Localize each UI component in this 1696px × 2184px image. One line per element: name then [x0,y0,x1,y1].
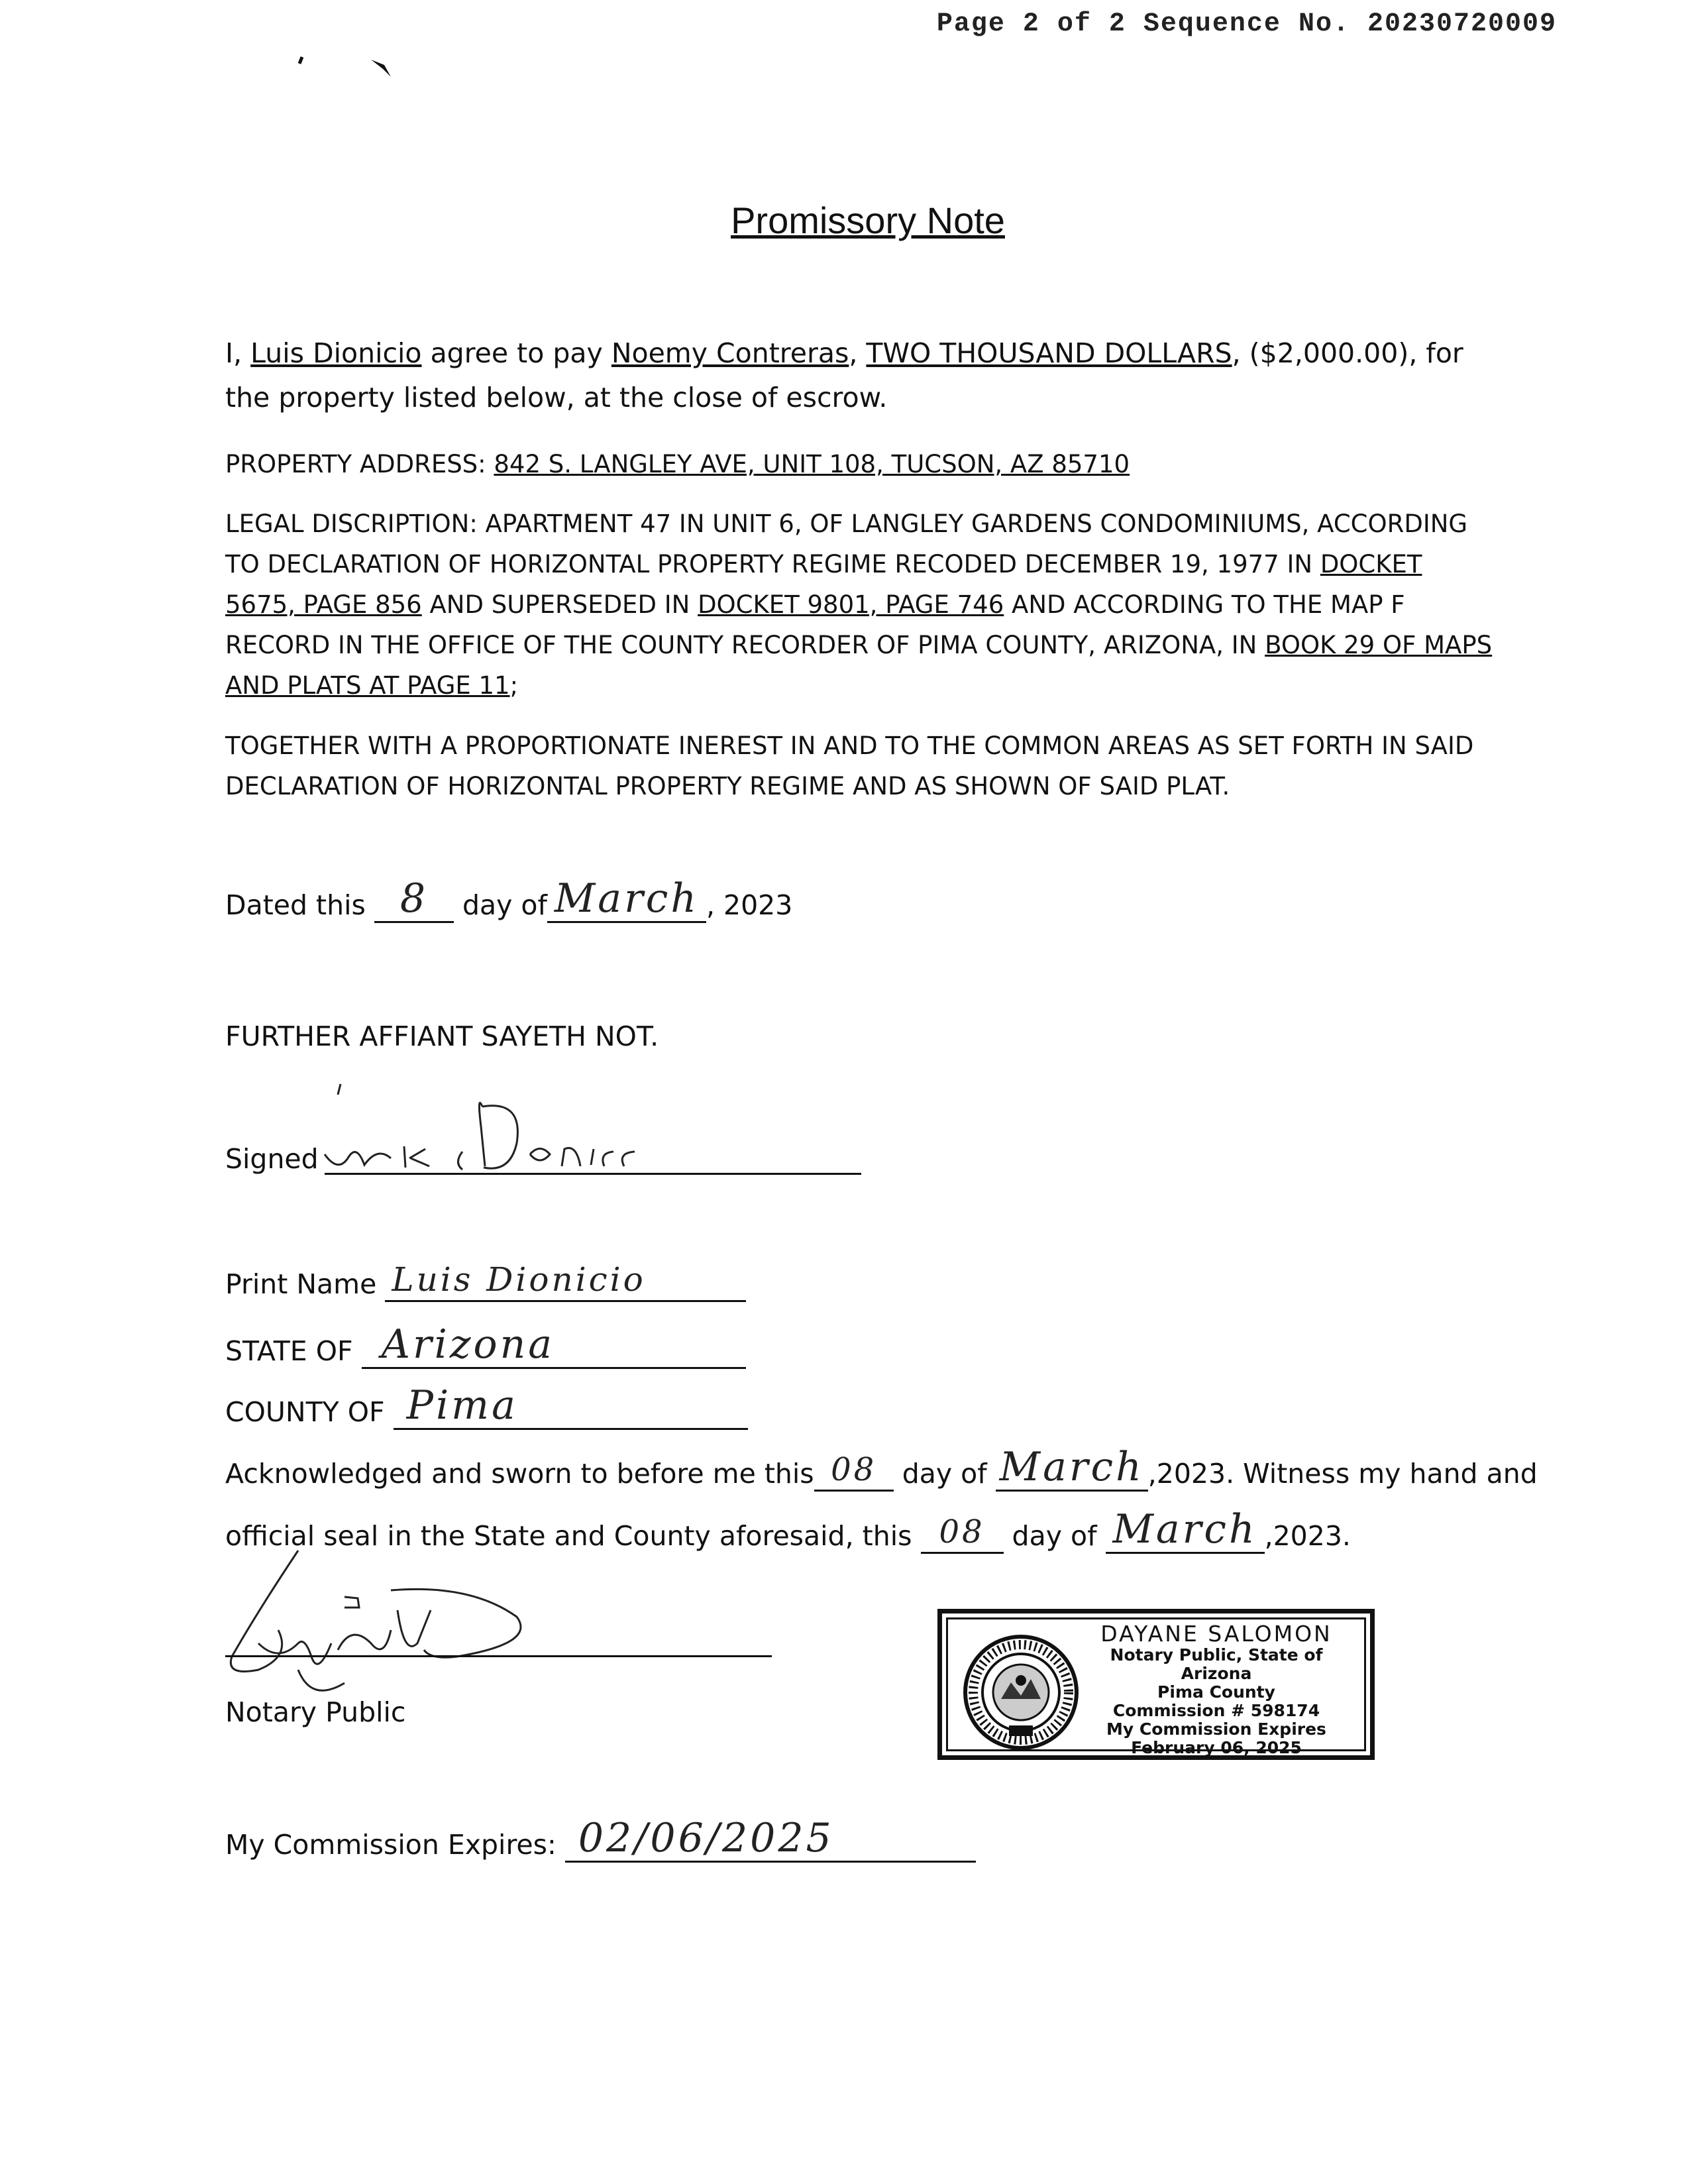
ack-month-handwritten: March [999,1444,1144,1490]
seal-day-field [921,1513,1004,1554]
agreement-text: , ($2,000.00), for the property listed below, at the close of escrow. [225,337,1463,413]
seal-line-text: day of [1012,1520,1097,1552]
notary-stamp [937,1609,1375,1760]
dated-month-handwritten: March [554,875,699,922]
payer-name: Luis Dionicio [250,337,422,369]
commission-expires-field [565,1815,976,1863]
legal-text: LEGAL DISCRIPTION: APARTMENT 47 IN UNIT 6, OF LANGLEY GARDENS CONDOMINIUMS, ACCORDING TO DECLARATION OF HORIZONTAL PROPERTY REGIME RECODED DECEMBER 19, 1977 IN [225,510,1468,578]
seal-month-handwritten: March [1112,1506,1257,1553]
book-reference: BOOK 29 OF MAPS AND PLATS AT PAGE 11 [225,631,1493,700]
state-handwritten: Arizona [381,1321,555,1368]
acknowledgment-text: ,2023. Witness my hand and [1147,1458,1538,1490]
commission-expires-label: My Commission Expires: [225,1829,556,1861]
docket-reference: DOCKET 9801, PAGE 746 [698,590,1004,619]
print-name-handwritten: Luis Dionicio [392,1260,646,1299]
dated-label: day of [462,889,547,921]
county-row [225,1382,748,1430]
page-sequence-header: Page 2 of 2 Sequence No. 20230720009 [936,9,1557,39]
stamp-border [946,1617,1366,1757]
agreement-text: agree to pay [430,337,603,369]
seal-day-handwritten: 08 [939,1513,985,1551]
print-name-field [385,1260,746,1302]
stamp-text [1081,1622,1352,1757]
legal-text: AND SUPERSEDED IN [429,590,690,619]
seal-line-text: official seal in the State and County aforesaid, this [225,1520,912,1552]
dated-label: Dated this [225,889,366,921]
property-address [225,444,1497,484]
property-address-value: 842 S. LANGLEY AVE, UNIT 108, TUCSON, AZ 85710 [494,450,1130,478]
county-handwritten: Pima [406,1382,518,1429]
property-label: PROPERTY ADDRESS: [225,450,486,478]
ack-day-field [814,1451,894,1492]
dated-day-field [374,875,454,923]
state-label: STATE OF [225,1335,353,1367]
agreement-text: , [849,337,858,369]
page-title: Promissory Note [731,199,1005,241]
stamp-expires-date: February 06, 2025 [1131,1738,1302,1757]
print-name-row [225,1260,746,1302]
dated-day-handwritten: 8 [399,875,429,922]
seal-month-field [1106,1506,1265,1554]
notary-public-label: Notary Public [225,1696,406,1728]
affiant-statement: FURTHER AFFIANT SAYETH NOT. [225,1020,659,1052]
ack-day-handwritten: 08 [831,1451,877,1488]
ack-month-field [996,1444,1148,1492]
legal-description [225,504,1497,706]
legal-text: AND ACCORDING TO THE MAP F RECORD IN THE OFFICE OF THE COUNTY RECORDER OF PIMA COUNTY, ARIZONA, IN [225,590,1405,659]
docket-reference: DOCKET 5675, PAGE 856 [225,550,1422,619]
agreement-text: I, [225,337,242,369]
signed-label: Signed [225,1143,319,1175]
dated-line [225,875,793,923]
legal-text: ; [509,671,519,700]
borrower-signature [318,1080,716,1186]
state-seal-icon [961,1633,1081,1752]
county-label: COUNTY OF [225,1396,385,1428]
commission-expires-handwritten: 02/06/2025 [578,1815,834,1861]
dated-month-field [547,875,706,923]
stamp-title: Notary Public, State of Arizona [1110,1645,1323,1683]
stamp-expires-label: My Commission Expires [1106,1720,1326,1739]
seal-line-text: ,2023. [1264,1520,1351,1552]
notary-signature [219,1544,563,1696]
amount-words: TWO THOUSAND DOLLARS [866,337,1232,369]
state-row [225,1321,746,1369]
stamp-commission-number: Commission # 598174 [1112,1701,1320,1720]
county-field [394,1382,748,1430]
stamp-notary-name: DAYANE SALOMON [1100,1621,1332,1647]
common-areas-paragraph: TOGETHER WITH A PROPORTIONATE INEREST IN AND TO THE COMMON AREAS AS SET FORTH IN SAID DECLARATION OF HORIZONTAL PROPERTY REGIME AND AS SHOWN OF SAID PLAT. [225,732,1474,800]
acknowledgment-line [225,1444,1538,1492]
commission-expires-row [225,1815,976,1863]
dated-year: , 2023 [706,889,793,921]
acknowledgment-text: Acknowledged and sworn to before me this [225,1458,814,1490]
state-field [362,1321,746,1369]
notary-signature-line [225,1655,772,1657]
print-name-label: Print Name [225,1268,377,1300]
agreement-paragraph [225,331,1497,420]
acknowledgment-text: day of [902,1458,987,1490]
payee-name: Noemy Contreras [611,337,849,369]
scan-mark [292,52,398,85]
stamp-county: Pima County [1157,1682,1275,1702]
